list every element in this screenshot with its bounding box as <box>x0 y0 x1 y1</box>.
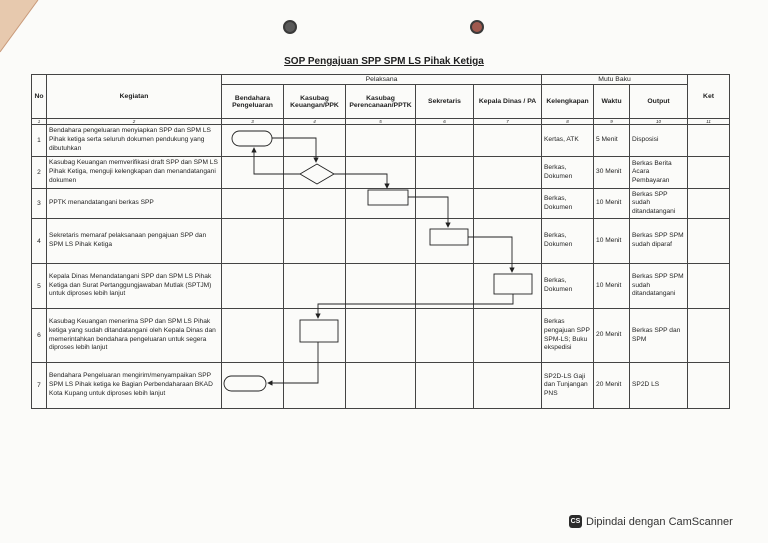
row-waktu: 10 Menit <box>594 264 630 309</box>
header-output: Output <box>630 85 688 119</box>
header-kegiatan: Kegiatan <box>47 75 222 119</box>
header-kasubag-keuangan: Kasubag Keuangan/PPK <box>284 85 346 119</box>
page-corner-fold <box>0 0 60 60</box>
row-waktu: 20 Menit <box>594 309 630 363</box>
row-waktu: 20 Menit <box>594 363 630 409</box>
row-output: Berkas SPP dan SPM <box>630 309 688 363</box>
row-output: SP2D LS <box>630 363 688 409</box>
header-bendahara: Bendahara Pengeluaran <box>222 85 284 119</box>
table-row <box>32 264 730 309</box>
row-kegiatan: Sekretaris memaraf pelaksanaan pengajuan SPP dan SPM LS Pihak Ketiga <box>47 219 222 264</box>
table-row <box>32 189 730 219</box>
row-number: 7 <box>32 363 47 409</box>
row-number: 6 <box>32 309 47 363</box>
row-number: 2 <box>32 157 47 189</box>
col-number: 11 <box>688 119 730 125</box>
row-output: Berkas SPP sudah ditandatangani <box>630 189 688 219</box>
row-waktu: 10 Menit <box>594 189 630 219</box>
row-number: 3 <box>32 189 47 219</box>
table-row <box>32 219 730 264</box>
col-number: 1 <box>32 119 47 125</box>
header-waktu: Waktu <box>594 85 630 119</box>
col-number: 9 <box>594 119 630 125</box>
row-number: 1 <box>32 125 47 157</box>
table-row <box>32 309 730 363</box>
header-sekretaris: Sekretaris <box>416 85 474 119</box>
row-number: 5 <box>32 264 47 309</box>
col-number: 8 <box>542 119 594 125</box>
row-waktu: 5 Menit <box>594 125 630 157</box>
header-kepala-dinas: Kepala Dinas / PA <box>474 85 542 119</box>
punch-hole-left <box>283 20 297 34</box>
sop-table <box>31 74 730 409</box>
row-output: Berkas SPP SPM sudah diparaf <box>630 219 688 264</box>
row-kelengkapan: Berkas, Dokumen <box>542 189 594 219</box>
row-kegiatan: Bendahara Pengeluaran mengirim/menyampaikan SPP SPM LS Pihak ketiga ke Bagian Perbendaharaan BKAD Kota Kupang untuk diproses lebih lanjut <box>47 363 222 409</box>
table-row <box>32 157 730 189</box>
row-kegiatan: Bendahara pengeluaran menyiapkan SPP dan SPM LS Pihak ketiga serta seluruh dokumen pendukung yang dibutuhkan <box>47 125 222 157</box>
row-number: 4 <box>32 219 47 264</box>
header-no: No <box>32 75 47 119</box>
row-kegiatan: PPTK menandatangani berkas SPP <box>47 189 222 219</box>
header-kasubag-perencanaan: Kasubag Perencanaan/PPTK <box>346 85 416 119</box>
camscanner-watermark <box>569 515 733 528</box>
header-pelaksana: Pelaksana <box>222 75 542 85</box>
header-kelengkapan: Kelengkapan <box>542 85 594 119</box>
row-waktu: 30 Menit <box>594 157 630 189</box>
header-ket: Ket <box>688 75 730 119</box>
row-kegiatan: Kasubag Keuangan menerima SPP dan SPM LS Pihak ketiga yang sudah ditandatangani oleh Kepala Dinas dan memerintahkan bendahara pengeluaran untuk segera diproses lebih lanjut <box>47 309 222 363</box>
table-row <box>32 363 730 409</box>
document-title: SOP Pengajuan SPP SPM LS Pihak Ketiga <box>284 56 484 67</box>
col-number: 10 <box>630 119 688 125</box>
camscanner-label: Dipindai dengan CamScanner <box>586 515 733 528</box>
row-kelengkapan: Berkas, Dokumen <box>542 157 594 189</box>
col-number: 2 <box>47 119 222 125</box>
header-mutu-baku: Mutu Baku <box>542 75 688 85</box>
col-number: 7 <box>474 119 542 125</box>
row-waktu: 10 Menit <box>594 219 630 264</box>
camscanner-logo-icon: CS <box>569 515 582 528</box>
row-output: Disposisi <box>630 125 688 157</box>
row-kelengkapan: Berkas, Dokumen <box>542 219 594 264</box>
row-kelengkapan: Kertas, ATK <box>542 125 594 157</box>
row-kelengkapan: SP2D-LS Gaji dan Tunjangan PNS <box>542 363 594 409</box>
col-number: 3 <box>222 119 284 125</box>
col-number: 4 <box>284 119 346 125</box>
row-output: Berkas Berita Acara Pembayaran <box>630 157 688 189</box>
row-kegiatan: Kasubag Keuangan memverifikasi draft SPP dan SPM LS Pihak Ketiga, menguji kelengkapan dan menandatangani dokumen <box>47 157 222 189</box>
col-number: 5 <box>346 119 416 125</box>
col-number: 6 <box>416 119 474 125</box>
punch-hole-right <box>470 20 484 34</box>
row-kelengkapan: Berkas pengajuan SPP SPM-LS; Buku ekspedisi <box>542 309 594 363</box>
row-kelengkapan: Berkas, Dokumen <box>542 264 594 309</box>
row-output: Berkas SPP SPM sudah ditandatangani <box>630 264 688 309</box>
table-row <box>32 125 730 157</box>
row-kegiatan: Kepala Dinas Menandatangani SPP dan SPM LS Pihak Ketiga dan Surat Pertanggungjawaban Mutlak (SPTJM) untuk diproses lebih lanjut <box>47 264 222 309</box>
